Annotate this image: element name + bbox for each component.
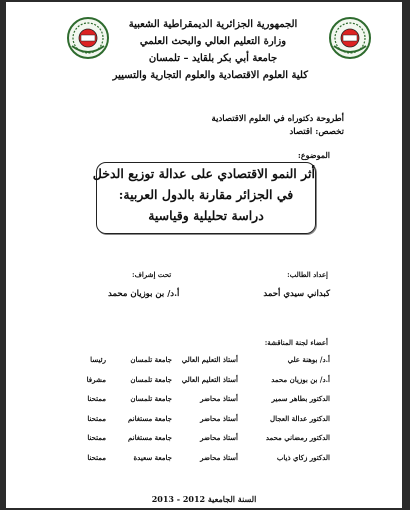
thesis-title-line-2: في الجزائر مقارنة بالدول العربية:: [118, 187, 294, 202]
member-rank: أستاذ محاضر: [200, 413, 238, 423]
member-institution: جامعة تلمسان: [130, 374, 172, 384]
committee-label: أعضاء لجنة المناقشة:: [264, 338, 328, 347]
committee-row: [86, 375, 330, 395]
member-rank: أستاذ محاضر: [200, 394, 238, 403]
member-role: ممتحنا: [87, 452, 106, 462]
university-emblem-icon: [328, 16, 372, 60]
topic-label: الموضوع:: [297, 150, 330, 160]
ministry-name: وزارة التعليم العالي والبحث العلمي: [139, 36, 287, 47]
committee-row: [86, 414, 330, 434]
thesis-title-box: [92, 162, 316, 234]
thesis-title-line-3: دراسة تحليلية وقياسية: [148, 208, 264, 223]
member-role: ممتحنا: [87, 413, 106, 423]
member-role: ممتحنا: [87, 433, 106, 442]
member-institution: جامعة سعيدة: [133, 452, 172, 462]
committee-row: [86, 433, 330, 453]
supervisor-label: تحت إشراف:: [132, 270, 172, 279]
member-name: الدكتور عدالة العجال: [270, 413, 330, 423]
member-rank: أستاذ محاضر: [200, 433, 238, 442]
member-name: الدكتور رمضاني محمد: [265, 433, 330, 442]
member-institution: جامعة مستغانم: [128, 433, 172, 442]
university-name: جامعة أبي بكر بلقايد – تلمسان: [148, 53, 278, 64]
member-rank: أستاذ التعليم العالي: [181, 374, 238, 384]
committee-row: [86, 453, 330, 473]
member-name: أ.د/ بوهنة علي: [287, 355, 330, 364]
author-label: إعداد الطالب:: [287, 270, 328, 279]
author-name: كبداني سيدي أحمد: [263, 289, 330, 299]
thesis-info: [144, 113, 344, 139]
committee-table: [86, 355, 330, 472]
academic-year: السنة الجامعية 2012 - 2013: [151, 494, 257, 504]
supervisor-name: أ.د/ بن بوزيان محمد: [108, 289, 180, 299]
member-role: مشرفا: [86, 374, 106, 384]
institution-header: [112, 16, 308, 84]
committee-row: [86, 394, 330, 414]
faculty-name: كلية العلوم الاقتصادية والعلوم التجارية والتسيير: [112, 70, 308, 81]
member-rank: أستاذ محاضر: [200, 452, 238, 462]
thesis-type: أطروحة دكتوراه في العلوم الاقتصادية: [211, 114, 344, 124]
member-institution: جامعة تلمسان: [130, 355, 172, 364]
member-institution: جامعة تلمسان: [130, 394, 172, 403]
member-name: الدكتور بطاهر سمير: [271, 394, 330, 403]
university-emblem-icon: [66, 16, 110, 60]
thesis-title-line-1: أثر النمو الاقتصادي على عدالة توزيع الدخل: [92, 166, 315, 181]
member-role: ممتحنا: [87, 394, 106, 403]
member-role: رئيسا: [90, 355, 106, 364]
member-name: أ.د/ بن بوزيان محمد: [271, 374, 330, 384]
member-name: الدكتور زكاي ذياب: [276, 452, 330, 462]
member-institution: جامعة مستغانم: [128, 413, 172, 423]
republic-name: الجمهورية الجزائرية الديمقراطية الشعبية: [128, 19, 298, 30]
committee-row: [86, 355, 330, 375]
member-rank: أستاذ التعليم العالي: [181, 355, 238, 364]
thesis-specialization: تخصص: اقتصاد: [289, 127, 344, 137]
document-page: [6, 2, 402, 508]
